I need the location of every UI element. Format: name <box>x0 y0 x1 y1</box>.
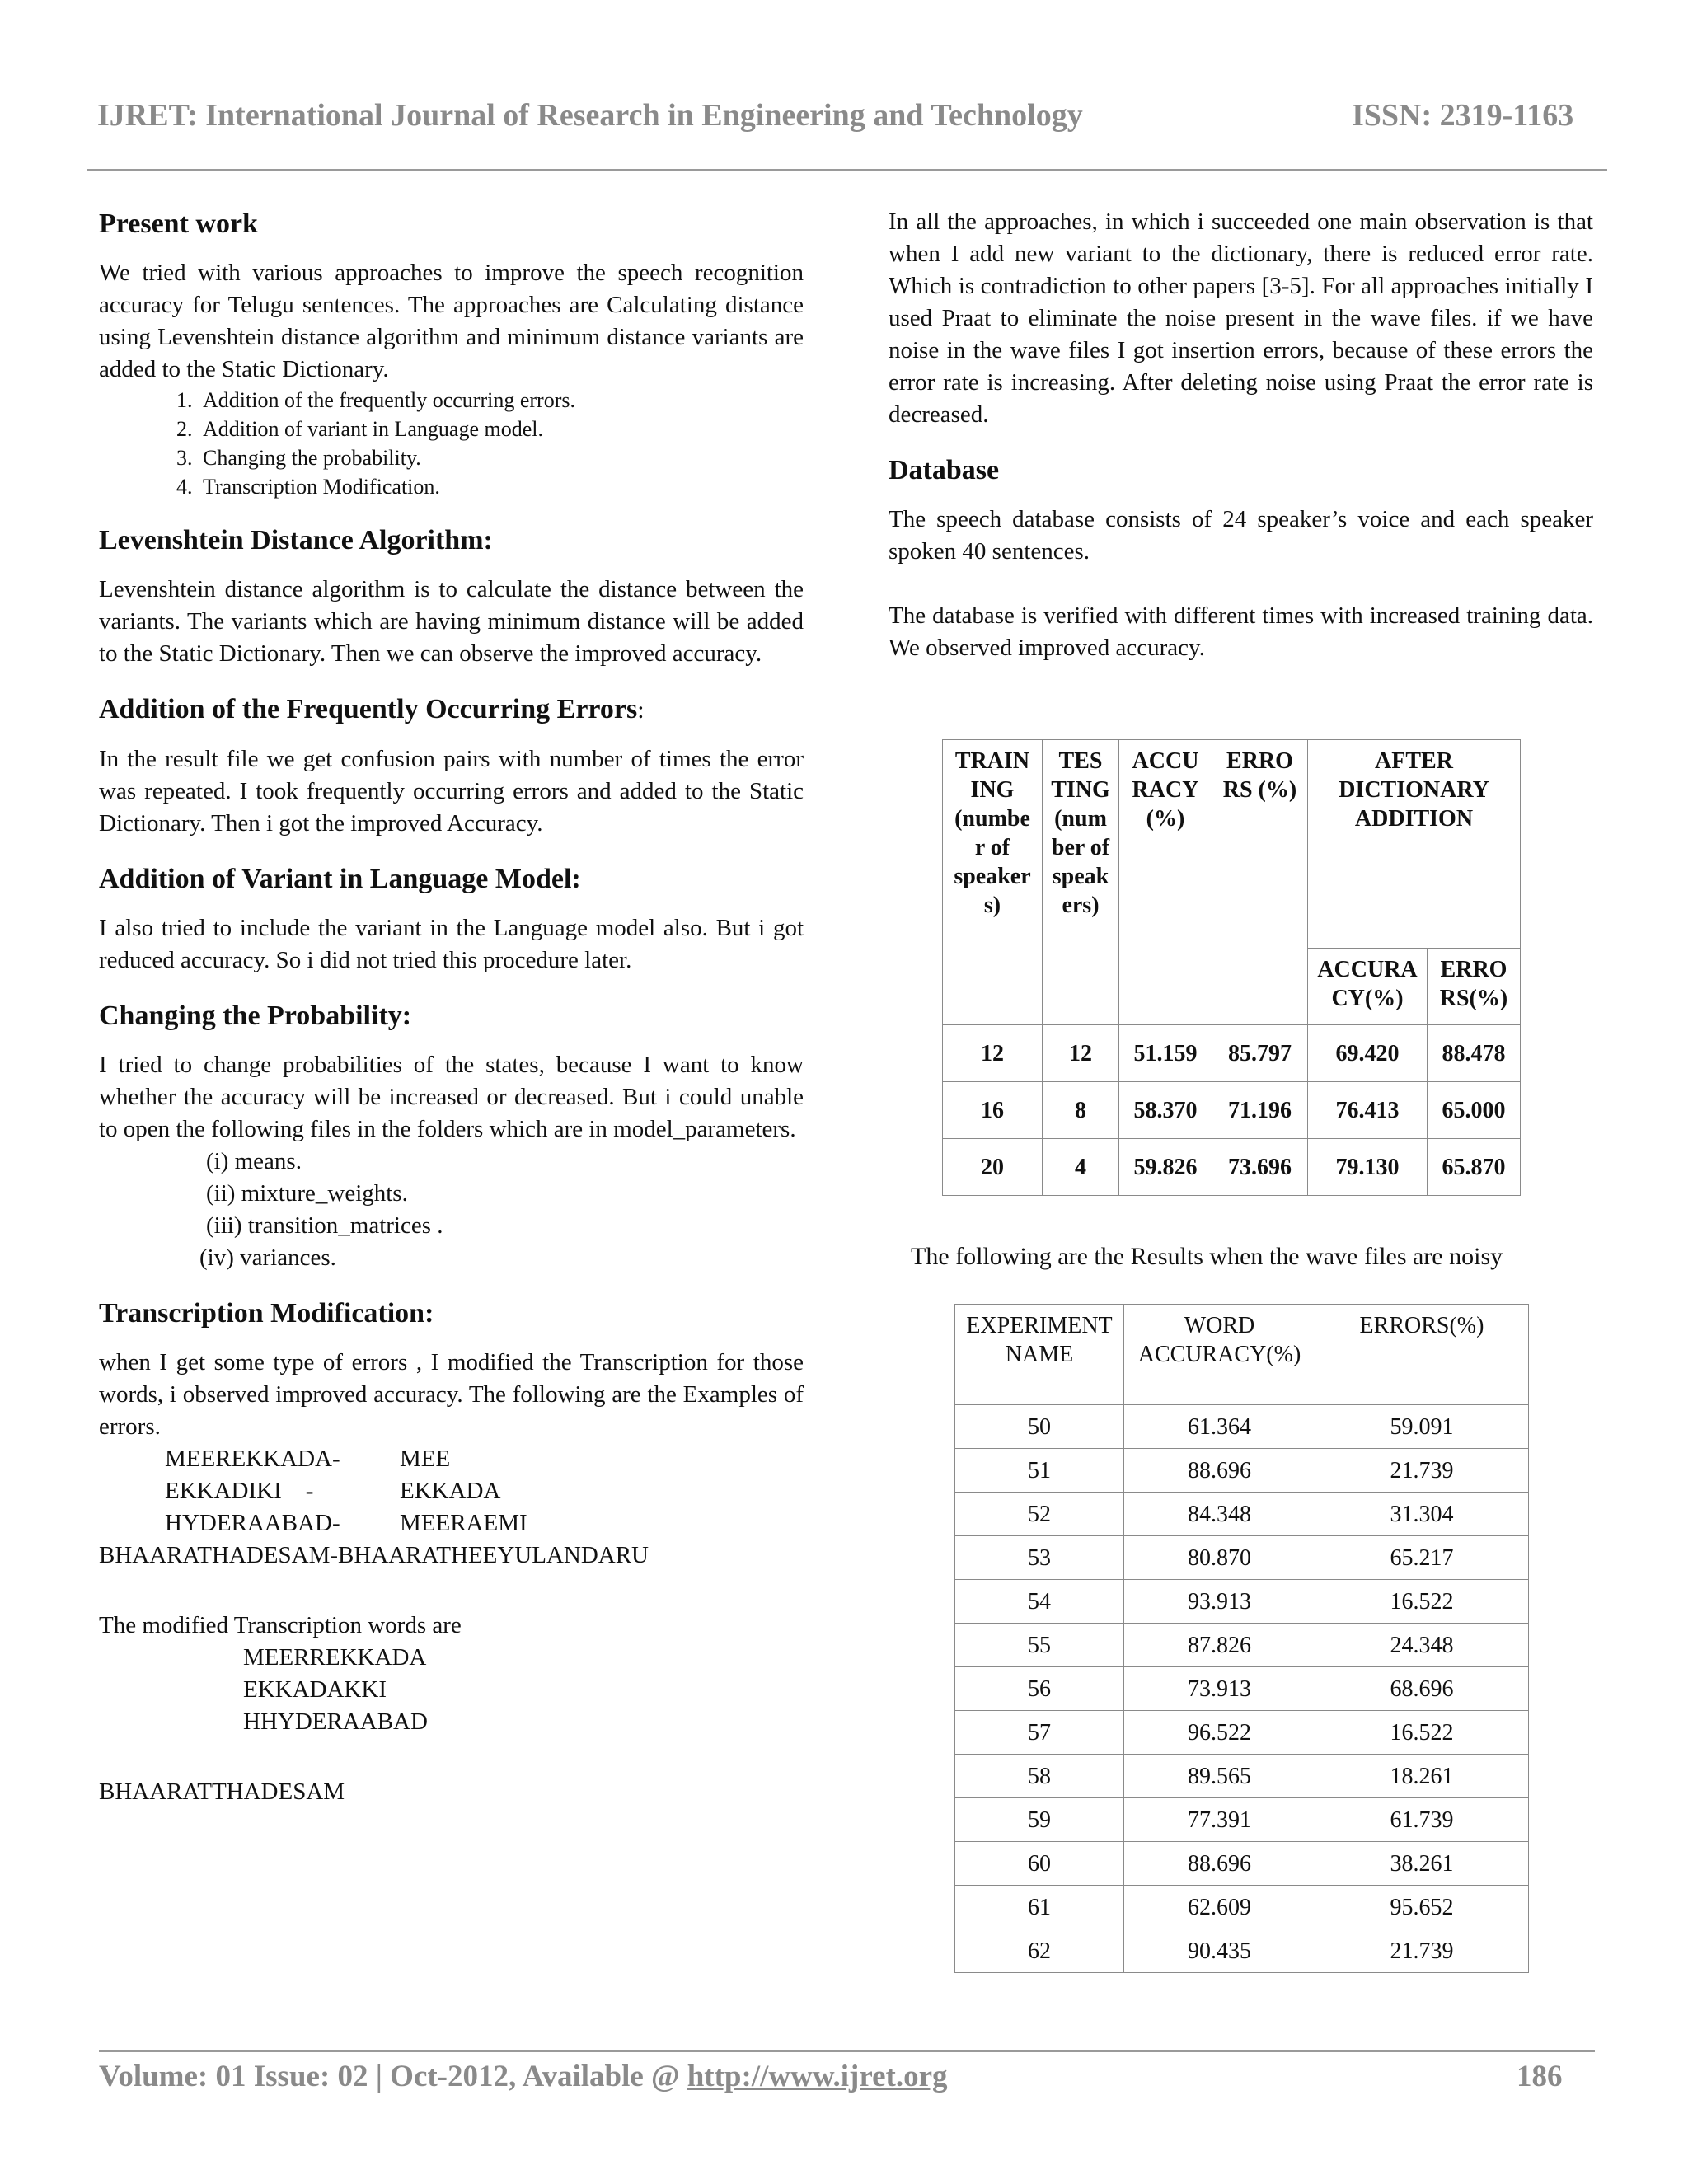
frequent-errors-heading-text: Addition of the Frequently Occurring Errors <box>99 694 638 724</box>
error-pair-word: MEEREKKADA- <box>165 1446 340 1472</box>
levenshtein-text: Levenshtein distance algorithm is to calculate the distance between the variants. The variants which are having minimum distance will be added to the Static Dictionary. Then we can observe the improved accuracy. <box>99 576 804 667</box>
database-heading: Database <box>889 455 1000 485</box>
table-cell: 56 <box>955 1667 1124 1711</box>
file-item: (iii) transition_matrices . <box>206 1212 443 1239</box>
approaches-text: In all the approaches, in which i succeeded one main observation is that when I add new variant to the dictionary, there is reduced error rate. Which is contradiction to other papers [3-5]. For all approaches initially I used Praat to eliminate the noise present in the wave files. if we have noise in the wave files I got insertion errors, because of these errors the error rate is increasing. After deleting noise using Praat the error rate is decreased. <box>889 209 1593 428</box>
table-cell: 53 <box>955 1536 1124 1580</box>
table-row <box>955 1405 1529 1449</box>
table-cell: 68.696 <box>1315 1667 1529 1711</box>
table-row <box>955 1886 1529 1929</box>
frequent-errors-heading-colon: : <box>637 696 645 724</box>
list-item: 1. Addition of the frequently occurring errors. <box>198 386 804 415</box>
table-row <box>955 1624 1529 1667</box>
error-pair-word: HYDERAABAD- <box>165 1510 340 1536</box>
table-row <box>955 1711 1529 1755</box>
header-after-dictionary: AFTER DICTIONARY ADDITION <box>1308 740 1521 949</box>
table-cell: 65.217 <box>1315 1536 1529 1580</box>
list-item: 3. Changing the probability. <box>198 443 804 472</box>
header-accuracy: ACCU RACY (%) <box>1119 740 1212 1025</box>
list-item: 4. Transcription Modification. <box>198 472 804 501</box>
modified-word: EKKADAKKI <box>243 1676 387 1703</box>
table-cell: 61 <box>955 1886 1124 1929</box>
variant-lm-text: I also tried to include the variant in the Language model also. But i got reduced accuracy. So i did not tried this procedure later. <box>99 915 804 973</box>
table-cell: 59.091 <box>1315 1405 1529 1449</box>
database-text-1: The speech database consists of 24 speaker’s voice and each speaker spoken 40 sentences. <box>889 506 1593 565</box>
table-cell: 62.609 <box>1124 1886 1315 1929</box>
table-cell: 16.522 <box>1315 1580 1529 1624</box>
error-pair-variant: MEERAEMI <box>400 1510 528 1536</box>
table-cell: 73.913 <box>1124 1667 1315 1711</box>
table-cell: 87.826 <box>1124 1624 1315 1667</box>
variant-lm-heading: Addition of Variant in Language Model: <box>99 864 581 894</box>
table-cell: 89.565 <box>1124 1755 1315 1798</box>
modified-word: HHYDERAABAD <box>243 1708 428 1735</box>
probability-heading: Changing the Probability: <box>99 1001 412 1031</box>
modified-word: MEERREKKADA <box>243 1644 427 1671</box>
table-cell: 58 <box>955 1755 1124 1798</box>
error-pair <box>99 1475 804 1507</box>
table-cell: 60 <box>955 1842 1124 1886</box>
issn: ISSN: 2319-1163 <box>1352 98 1574 133</box>
levenshtein-heading: Levenshtein Distance Algorithm: <box>99 525 493 555</box>
table-cell: 59 <box>955 1798 1124 1842</box>
noisy-table-caption: The following are the Results when the wave files are noisy <box>911 1243 1503 1270</box>
header-word-accuracy: WORD ACCURACY(%) <box>1124 1305 1315 1405</box>
header-errors: ERRO RS (%) <box>1212 740 1308 1025</box>
table-row <box>955 1667 1529 1711</box>
table-row <box>955 1755 1529 1798</box>
approach-list <box>99 386 804 501</box>
table-cell: 24.348 <box>1315 1624 1529 1667</box>
long-error-pair: BHAARATHADESAM-BHAARATHEEYULANDARU <box>99 1542 649 1568</box>
list-item: 2. Addition of variant in Language model. <box>198 415 804 443</box>
page-number: 186 <box>1517 2060 1563 2093</box>
table-cell: 16.522 <box>1315 1711 1529 1755</box>
header-training: TRAIN ING (numbe r of speaker s) <box>943 740 1043 1025</box>
table-cell: 52 <box>955 1493 1124 1536</box>
database-text-2: The database is verified with different times with increased training data. We observed improved accuracy. <box>889 602 1593 661</box>
table-cell: 18.261 <box>1315 1755 1529 1798</box>
table-cell: 31.304 <box>1315 1493 1529 1536</box>
header-after-accuracy: ACCURA CY(%) <box>1308 949 1428 1025</box>
table-cell: 90.435 <box>1124 1929 1315 1973</box>
table-cell: 80.870 <box>1124 1536 1315 1580</box>
table-cell: 88.696 <box>1124 1449 1315 1493</box>
table-cell: 57 <box>955 1711 1124 1755</box>
present-work-heading: Present work <box>99 209 258 239</box>
error-pair-variant: MEE <box>400 1446 451 1472</box>
header-testing: TES TING (num ber of speak ers) <box>1043 740 1119 1025</box>
error-pair-variant: EKKADA <box>400 1478 501 1504</box>
frequent-errors-text: In the result file we get confusion pairs with number of times the error was repeated. I took frequently occurring errors and added to the Static Dictionary. Then i got the improved Accuracy. <box>99 746 804 837</box>
table-cell: 88.696 <box>1124 1842 1315 1886</box>
footer-rule <box>99 2050 1595 2052</box>
file-item: (i) means. <box>206 1148 302 1174</box>
error-pair <box>99 1507 804 1540</box>
table-cell: 93.913 <box>1124 1580 1315 1624</box>
error-pair <box>99 1443 804 1475</box>
modified-word-last: BHAARATTHADESAM <box>99 1779 345 1805</box>
table-row <box>955 1842 1529 1886</box>
results-table-noisy <box>954 1304 1529 1973</box>
table-cell: 51 <box>955 1449 1124 1493</box>
table-cell: 61.739 <box>1315 1798 1529 1842</box>
footer-volume: Volume: 01 Issue: 02 | Oct-2012, Available @ http://www.ijret.org <box>99 2060 948 2093</box>
right-column <box>889 206 1593 664</box>
table-row <box>955 1580 1529 1624</box>
file-item: (iv) variances. <box>199 1244 336 1271</box>
error-pair-word: EKKADIKI - <box>165 1478 314 1504</box>
table-row <box>955 1493 1529 1536</box>
table-cell: 38.261 <box>1315 1842 1529 1886</box>
left-column <box>99 206 804 1808</box>
probability-text: I tried to change probabilities of the states, because I want to know whether the accuracy will be increased or decreased. But i could unable to open the following files in the folders which are in model_parameters. <box>99 1052 804 1142</box>
present-work-text: We tried with various approaches to improve the speech recognition accuracy for Telugu sentences. The approaches are Calculating distance using Levenshtein distance algorithm and minimum distance variants are added to the Static Dictionary. <box>99 260 804 382</box>
transcription-text: when I get some type of errors , I modified the Transcription for those words, i observed improved accuracy. The following are the Examples of errors. <box>99 1349 804 1440</box>
table-row <box>955 1798 1529 1842</box>
table-cell: 84.348 <box>1124 1493 1315 1536</box>
file-item: (ii) mixture_weights. <box>206 1180 408 1207</box>
table-cell: 61.364 <box>1124 1405 1315 1449</box>
table-cell: 55 <box>955 1624 1124 1667</box>
table-cell: 54 <box>955 1580 1124 1624</box>
table-row <box>955 1449 1529 1493</box>
table-cell: 62 <box>955 1929 1124 1973</box>
frequent-errors-heading <box>99 691 804 729</box>
table-row <box>955 1536 1529 1580</box>
header-rule <box>87 169 1607 171</box>
table-cell: 77.391 <box>1124 1798 1315 1842</box>
header-after-errors: ERRO RS(%) <box>1428 949 1521 1025</box>
table-row: 20 4 59.826 73.696 79.130 65.870 <box>943 1139 1521 1196</box>
table-row: 12 12 51.159 85.797 69.420 88.478 <box>943 1025 1521 1082</box>
table-cell: 96.522 <box>1124 1711 1315 1755</box>
modified-intro: The modified Transcription words are <box>99 1612 462 1638</box>
header-experiment-name: EXPERIMENT NAME <box>955 1305 1124 1405</box>
table-cell: 95.652 <box>1315 1886 1529 1929</box>
table-cell: 21.739 <box>1315 1929 1529 1973</box>
results-table-dictionary <box>942 739 1521 1196</box>
journal-title: IJRET: International Journal of Research in Engineering and Technology <box>97 98 1083 133</box>
table-cell: 50 <box>955 1405 1124 1449</box>
table-row: 16 8 58.370 71.196 76.413 65.000 <box>943 1082 1521 1139</box>
footer-url-link[interactable]: http://www.ijret.org <box>687 2060 948 2093</box>
transcription-heading: Transcription Modification: <box>99 1298 434 1329</box>
table-row <box>955 1929 1529 1973</box>
header-errors-pct: ERRORS(%) <box>1315 1305 1529 1405</box>
table-cell: 21.739 <box>1315 1449 1529 1493</box>
